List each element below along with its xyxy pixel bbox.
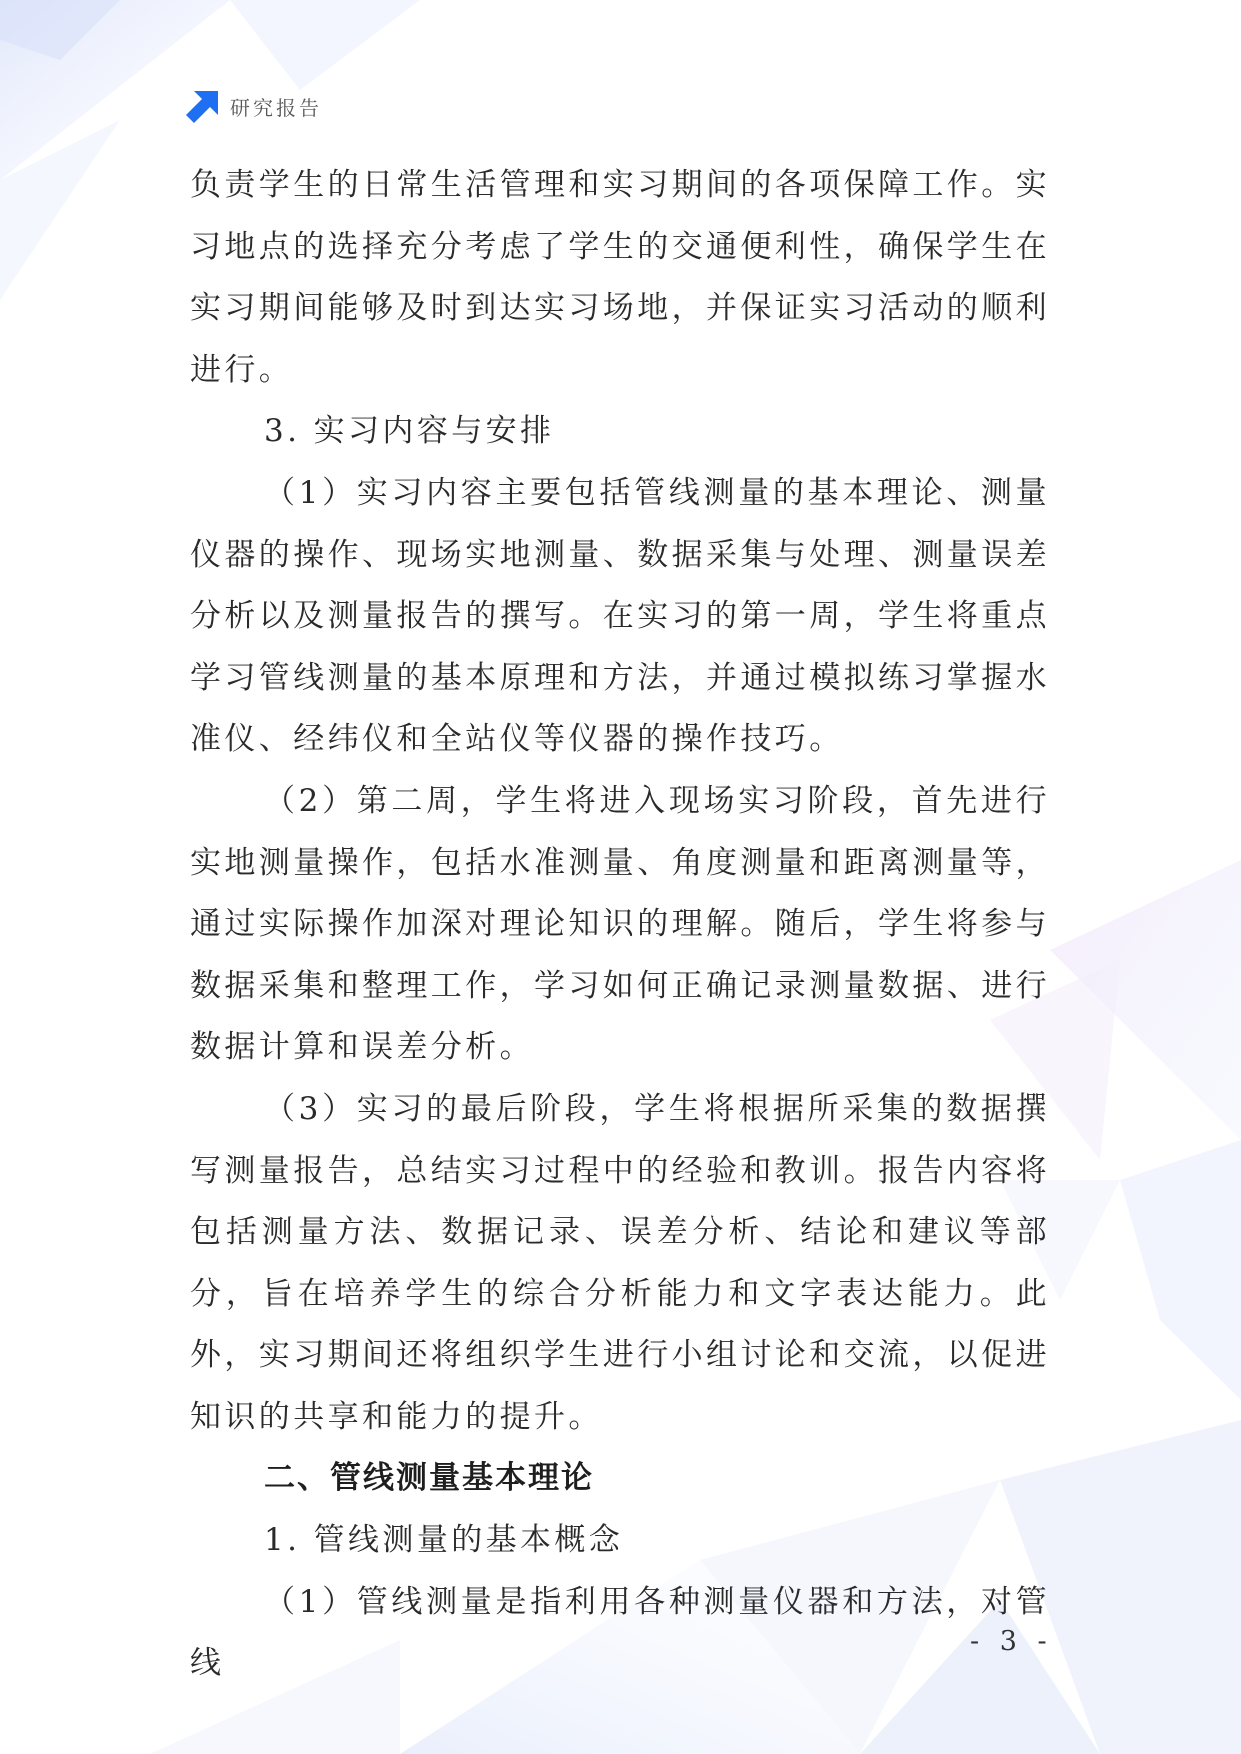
arrow-up-right-icon xyxy=(186,89,220,123)
header-title: 研究报告 xyxy=(230,95,322,120)
document-body xyxy=(190,155,1050,1695)
paragraph-continuation: 负责学生的日常生活管理和实习期间的各项保障工作。实习地点的选择充分考虑了学生的交通便利性，确保学生在实习期间能够及时到达实习场地，并保证实习活动的顺利进行。 xyxy=(190,167,1050,388)
paragraph-item-2: （2）第二周，学生将进入现场实习阶段，首先进行实地测量操作，包括水准测量、角度测量和距离测量等，通过实际操作加深对理论知识的理解。随后，学生将参与数据采集和整理工作，学习如何正确记录测量数据、进行数据计算和误差分析。 xyxy=(190,782,1050,1066)
subheading-internship-content: 3. 实习内容与安排 xyxy=(264,413,555,450)
paragraph-item-4: （1）管线测量是指利用各种测量仪器和方法，对管线 xyxy=(190,1583,1050,1682)
page-number: - 3 - xyxy=(970,1626,1053,1657)
document-header xyxy=(186,88,322,124)
paragraph-item-1: （1）实习内容主要包括管线测量的基本理论、测量仪器的操作、现场实地测量、数据采集与处理、测量误差分析以及测量报告的撰写。在实习的第一周，学生将重点学习管线测量的基本原理和方法，并通过模拟练习掌握水准仪、经纬仪和全站仪等仪器的操作技巧。 xyxy=(190,474,1050,758)
section-heading-theory: 二、管线测量基本理论 xyxy=(264,1460,594,1497)
paragraph-item-3: （3）实习的最后阶段，学生将根据所采集的数据撰写测量报告，总结实习过程中的经验和教训。报告内容将包括测量方法、数据记录、误差分析、结论和建议等部分，旨在培养学生的综合分析能力和文字表达能力。此外，实习期间还将组织学生进行小组讨论和交流，以促进知识的共享和能力的提升。 xyxy=(190,1090,1050,1435)
subheading-basic-concept: 1. 管线测量的基本概念 xyxy=(264,1522,624,1559)
